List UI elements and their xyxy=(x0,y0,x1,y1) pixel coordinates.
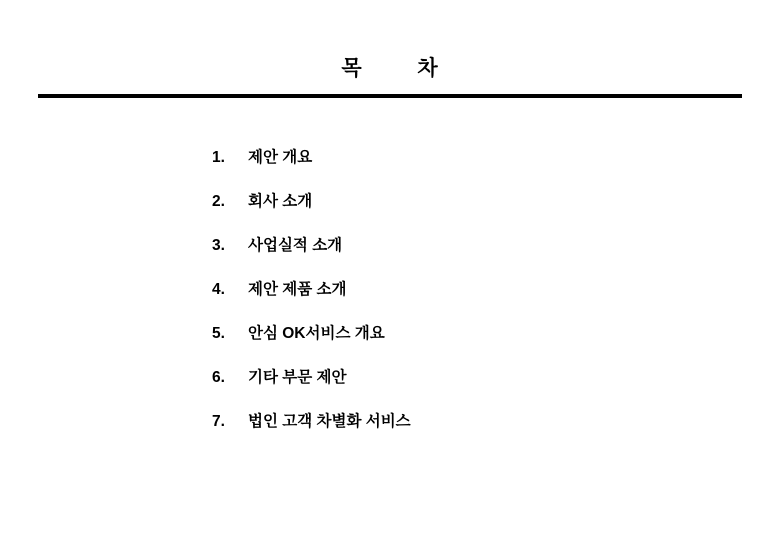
list-item xyxy=(212,233,732,277)
list-item-number: 3. xyxy=(212,237,225,254)
list-item-label: 회사 소개 xyxy=(248,193,313,210)
list-item-label: 제안 개요 xyxy=(248,149,313,166)
page-title: 목 차 xyxy=(341,57,439,80)
list-item xyxy=(212,365,732,409)
list-item-number: 6. xyxy=(212,369,225,386)
list-item xyxy=(212,277,732,321)
list-item-number: 4. xyxy=(212,281,225,298)
table-of-contents-list xyxy=(212,145,732,453)
list-item xyxy=(212,409,732,453)
title-divider xyxy=(38,94,742,98)
list-item-number: 1. xyxy=(212,149,225,166)
list-item-number: 2. xyxy=(212,193,225,210)
list-item-label: 제안 제품 소개 xyxy=(248,281,347,298)
list-item-label: 기타 부문 제안 xyxy=(248,369,347,386)
list-item-label: 법인 고객 차별화 서비스 xyxy=(248,413,411,430)
list-item-label: 안심 OK서비스 개요 xyxy=(248,325,385,342)
list-item-number: 7. xyxy=(212,413,225,430)
list-item-number: 5. xyxy=(212,325,225,342)
list-item xyxy=(212,145,732,189)
list-item xyxy=(212,321,732,365)
list-item xyxy=(212,189,732,233)
list-item-label: 사업실적 소개 xyxy=(248,237,343,254)
